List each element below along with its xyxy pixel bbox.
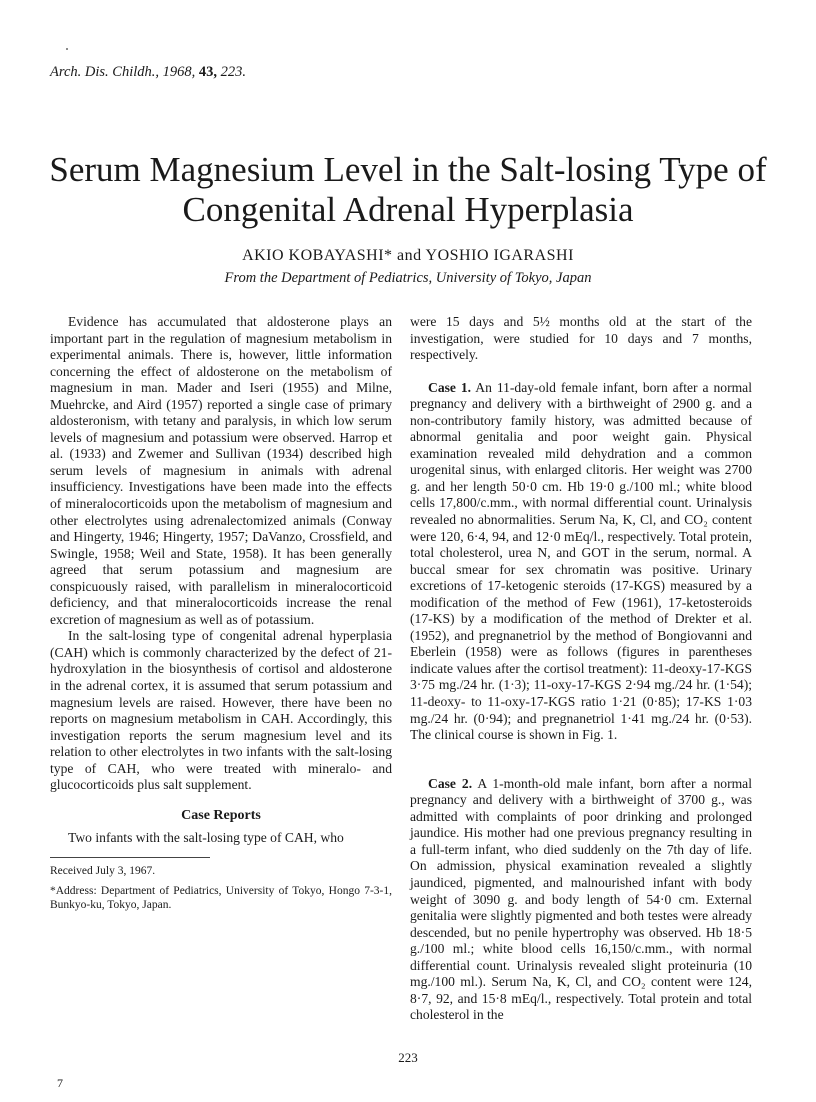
intro-paragraph-2: In the salt-losing type of congenital adrenal hyperplasia (CAH) which is commonly characterized by the defect of 21-hydroxylation in the biosynthesis of cortisol and aldosterone in the adrenal cortex, it is assumed that serum potassium and magnesium levels are raised. However, there have been no reports on magnesium metabolism in CAH. Accordingly, this investigation reports the serum magnesium level and its relation to other electrolytes in two infants with the salt-losing type of CAH, who were treated with mineralo- and glucocorticoids plus salt supplement. (50, 628, 392, 793)
intro-paragraph-1: Evidence has accumulated that aldosterone plays an important part in the regulation of magnesium metabolism in experimental animals. There is, however, little information concerning the effect of aldosterone on the metabolism of magnesium in man. Mader and Iseri (1955) and Milne, Muehrcke, and Aird (1957) reported a single case of primary aldosteronism, with tetany and paralysis, in which low serum levels of magnesium and potassium were observed. Harrop et al. (1933) and Zwemer and Sullivan (1934) described high serum levels of magnesium in animals with adrenal insufficiency. Investigations have been made into the effects of mineralocorticoids upon the metabolism of magnesium and other electrolytes using adrenalectomized animals (Conway and Hingerty, 1946; Hingerty, 1957; DaVanzo, Crossfield, and Swingle, 1958; Weil and State, 1958). It has been generally agreed that serum potassium and magnesium are conspicuously raised, with parallelism in mineralocorticoid deficiency, and that mineralocorticoids increase the renal excretion of magnesium as well as of potassium. (50, 314, 392, 627)
journal-page: 223. (220, 64, 247, 80)
case-2-label: Case 2. (428, 775, 473, 791)
left-column (50, 314, 392, 912)
affiliation: From the Department of Pediatrics, University of Tokyo, Japan (224, 270, 592, 286)
case-2-paragraph (410, 776, 752, 1024)
case-1-paragraph (410, 380, 752, 744)
article-title (40, 150, 776, 230)
authors: AKIO KOBAYASHI* and YOSHIO IGARASHI (242, 247, 574, 264)
printer-signature: 7 (57, 1076, 63, 1090)
case-1-text: An 11-day-old female infant, born after a normal pregnancy and delivery with a birthweight of 2900 g. and a non-contributory family history, was admitted because of abnormal genitalia and poor weight gain. Physical examination revealed mild dehydration and a common urogenital sinus, with enlarged clitoris. Her weight was 2700 g. and her length 50·0 cm. Hb 19·0 g./100 ml.; white blood cells 17,800/c.mm., with normal differential count. Urinalysis revealed no abnormalities. Serum Na, K, Cl, and CO₂ content were 120, 6·4, 94, and 12·0 mEq/l., respectively. Total protein, total cholesterol, urea N, and GOT in the serum, normal. A buccal smear for sex chromatin was positive. Urinary excretions of 17-ketogenic steroids (17-KGS) measured by a modification of the method of Few (1961), 17-ketosteroids (17-KS) by a modification of the method of Drekter et al. (1952), and pregnanetriol by the method of Bongiovanni and Eberlein (1958) were as follows (figures in parentheses indicate values after the cortisol treatment): 11-deoxy-17-KGS 3·75 mg./24 hr. (1·3); 11-oxy-17-KGS 2·94 mg./24 hr. (1·54); 11-deoxy- to 11-oxy-17-KGS ratio 1·21 (0·85); 17-KS 1·03 mg./24 hr. (0·94); and pregnanetriol 1·41 mg./24 hr. (0·53). The clinical course is shown in Fig. 1. (410, 379, 752, 743)
section-heading-case-reports: Case Reports (181, 807, 261, 823)
footnote-rule (50, 857, 210, 858)
continuation-paragraph: were 15 days and 5½ months old at the start of the investigation, were studied for 10 days and 7 months, respectively. (410, 314, 752, 363)
journal-volume: 43, (198, 64, 218, 80)
case-2-text: A 1-month-old male infant, born after a normal pregnancy and delivery with a birthweight of 3700 g., was admitted with complaints of poor drinking and prolonged jaundice. His mother had one previous pregnancy resulting in a full-term infant, who died suddenly on the 7th day of life. On admission, physical examination revealed a slightly jaundiced, pigmented, and malnourished infant with body weight of 3090 g. and body length of 54·0 cm. External genitalia were slightly pigmented and both testes were already descended, but no penile hypertrophy was observed. Hb 18·5 g./100 ml.; white blood cells 16,150/c.mm., with normal differential count. Urinalysis revealed slight proteinuria (10 mg./100 ml.). Serum Na, K, Cl, and CO₂ content were 124, 8·7, 92, and 15·8 mEq/l., respectively. Total protein and total cholesterol in the (410, 775, 752, 1023)
speck-mark (66, 48, 68, 50)
page-number: 223 (398, 1050, 418, 1065)
spacer (410, 744, 752, 760)
case-1-label: Case 1. (428, 379, 472, 395)
journal-name: Arch. Dis. Childh., (50, 64, 160, 80)
right-column (410, 314, 752, 1024)
received-date: Received July 3, 1967. (50, 864, 156, 877)
journal-year: 1968, (162, 64, 196, 80)
title-line-1: Serum Magnesium Level in the Salt-losing Type of (49, 150, 767, 189)
title-line-2: Congenital Adrenal Hyperplasia (182, 190, 634, 229)
journal-reference (50, 64, 246, 81)
author-address: *Address: Department of Pediatrics, University of Tokyo, Hongo 7-3-1, Bunkyo-ku, Tokyo, Japan. (50, 884, 392, 911)
case-reports-paragraph: Two infants with the salt-losing type of CAH, who (68, 830, 344, 846)
